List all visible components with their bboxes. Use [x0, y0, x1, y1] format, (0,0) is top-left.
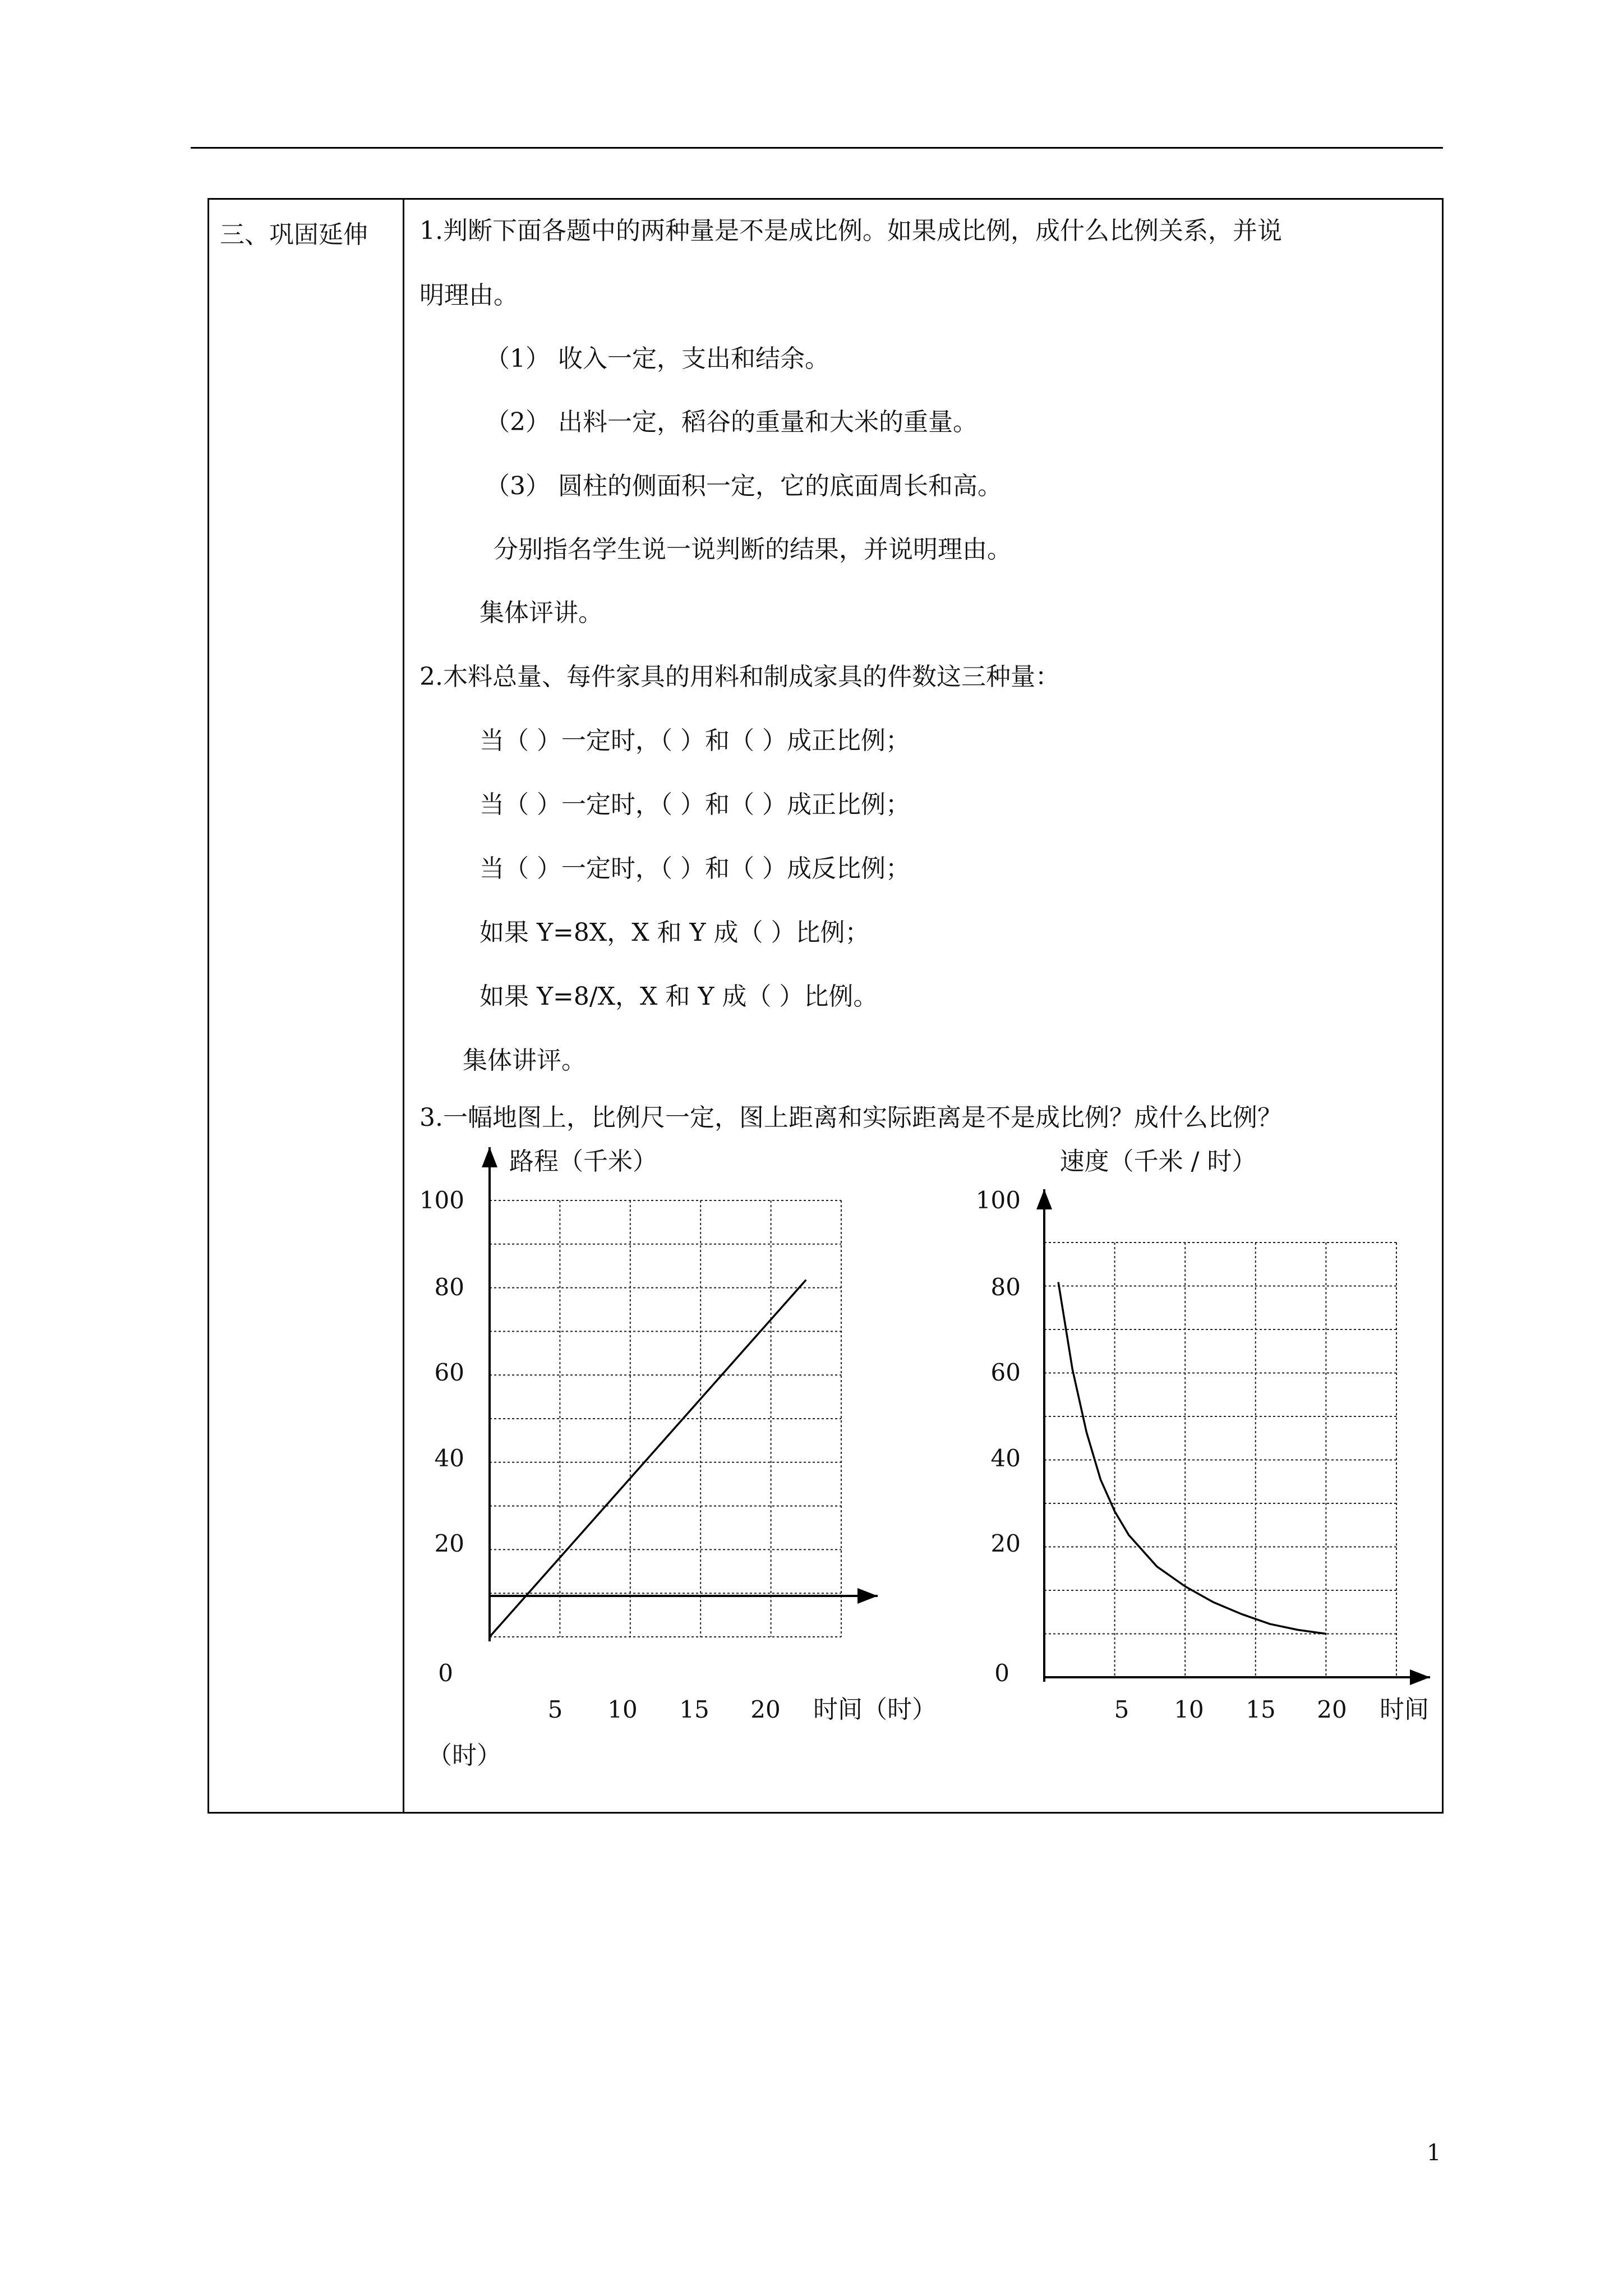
chart2-x-arrow — [1410, 1669, 1430, 1685]
chart1-x-tick: 20 — [750, 1696, 781, 1723]
chart2-y-tick: 80 — [990, 1273, 1021, 1301]
q3-title: 3.一幅地图上，比例尺一定，图上距离和实际距离是不是成比例？成什么比例？ — [419, 1103, 1282, 1132]
chart1-xlabel: 时间（时） — [813, 1695, 937, 1724]
chart2-y-tick: 20 — [990, 1530, 1021, 1557]
chart1-y-tick: 60 — [434, 1359, 464, 1386]
chart2-x-tick: 10 — [1174, 1696, 1204, 1723]
chart1-y-tick: 40 — [434, 1444, 464, 1472]
chart1-y-arrow — [482, 1147, 497, 1167]
q2-blank-2: 当（ ）一定时，（ ）和（ ）成正比例； — [479, 790, 910, 819]
chart2-x-tick: 15 — [1246, 1696, 1276, 1723]
q2-note: 集体讲评。 — [463, 1046, 586, 1075]
chart1-x-tick: 15 — [679, 1696, 709, 1723]
chart1-x-arrow — [857, 1588, 878, 1604]
chart2-x-tick: 5 — [1114, 1696, 1129, 1723]
chart2-x-tick: 20 — [1317, 1696, 1347, 1723]
chart2-y-tick: 60 — [990, 1359, 1021, 1386]
chart2-origin-label: 0 — [994, 1659, 1009, 1687]
chart2-y-tick: 40 — [990, 1444, 1021, 1472]
q1-note-2: 集体评讲。 — [479, 599, 603, 627]
chart-1-xlabel-suffix: （时） — [427, 1741, 501, 1770]
q1-item-2: （2） 出料一定，稻谷的重量和大米的重量。 — [485, 408, 978, 436]
page-number: 1 — [1427, 2140, 1441, 2166]
chart2-xlabel: 时间 — [1380, 1695, 1429, 1724]
chart1-y-tick: 100 — [419, 1186, 464, 1214]
q2-title: 2.木料总量、每件家具的用料和制成家具的件数这三种量： — [419, 662, 1060, 691]
q2-blank-1: 当（ ）一定时，（ ）和（ ）成正比例； — [479, 726, 910, 755]
q2-blank-3: 当（ ）一定时，（ ）和（ ）成反比例； — [479, 854, 910, 883]
q2-blank-4: 如果 Y=8X，X 和 Y 成（ ）比例； — [479, 918, 870, 947]
chart1-ylabel: 路程（千米） — [509, 1147, 657, 1176]
chart1-x-tick: 10 — [607, 1696, 638, 1723]
q1-item-1: （1） 收入一定，支出和结余。 — [485, 344, 829, 373]
chart1-series-line — [490, 1280, 806, 1637]
section-label: 三、巩固延伸 — [220, 220, 368, 249]
chart2-y-tick: 100 — [975, 1186, 1021, 1214]
chart2-series-line — [1058, 1282, 1326, 1634]
q1-item-3: （3） 圆柱的侧面积一定，它的底面周长和高。 — [485, 472, 1002, 500]
chart1-y-tick: 20 — [434, 1530, 464, 1557]
q1-line-2: 明理由。 — [419, 281, 518, 310]
q2-blank-5: 如果 Y=8/X，X 和 Y 成（ ）比例。 — [479, 982, 878, 1011]
chart2-y-arrow — [1036, 1189, 1052, 1209]
chart1-origin-label: 0 — [438, 1659, 453, 1687]
chart1-y-tick: 80 — [434, 1273, 464, 1301]
q1-note-1: 分别指名学生说一说判断的结果，并说明理由。 — [494, 535, 1012, 564]
chart2-ylabel: 速度（千米 / 时） — [1059, 1147, 1257, 1176]
q1-line-1: 1.判断下面各题中的两种量是不是成比例。如果成比例，成什么比例关系，并说 — [419, 217, 1282, 245]
chart1-x-tick: 5 — [547, 1696, 563, 1723]
